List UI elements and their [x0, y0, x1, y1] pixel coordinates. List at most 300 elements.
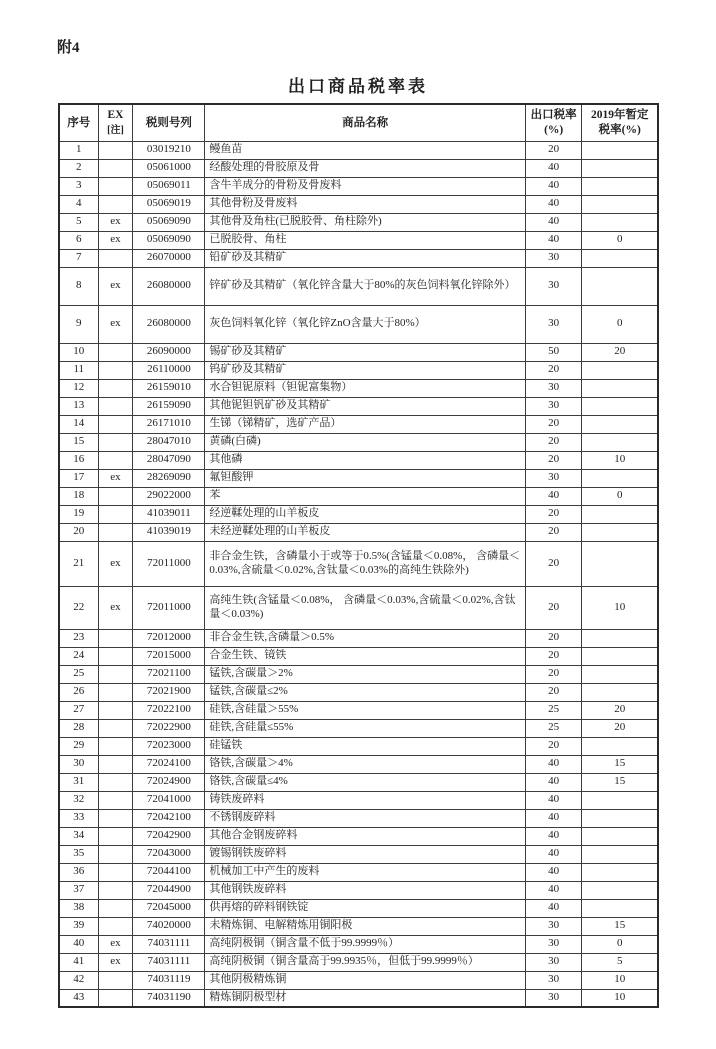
cell-prov: 10 — [582, 586, 658, 629]
export-tax-rate-table — [58, 103, 659, 1008]
cell-code: 28047010 — [133, 433, 205, 451]
cell-code: 05069090 — [133, 231, 205, 249]
cell-name: 经逆鞣处理的山羊板皮 — [205, 505, 526, 523]
cell-ex — [98, 195, 133, 213]
cell-ex — [98, 665, 133, 683]
cell-ex — [98, 433, 133, 451]
table-row — [59, 586, 658, 629]
cell-prov — [582, 523, 658, 541]
cell-index: 26 — [59, 683, 98, 701]
cell-code: 72022900 — [133, 719, 205, 737]
cell-rate: 20 — [525, 433, 582, 451]
cell-rate: 20 — [525, 415, 582, 433]
cell-code: 72042900 — [133, 827, 205, 845]
cell-code: 72044100 — [133, 863, 205, 881]
cell-rate: 30 — [525, 935, 582, 953]
cell-name: 其他骨粉及骨废料 — [205, 195, 526, 213]
cell-code: 03019210 — [133, 141, 205, 159]
cell-code: 05069011 — [133, 177, 205, 195]
cell-rate: 30 — [525, 249, 582, 267]
cell-ex: ex — [98, 935, 133, 953]
cell-rate: 40 — [525, 159, 582, 177]
cell-rate: 30 — [525, 953, 582, 971]
cell-ex — [98, 397, 133, 415]
cell-name: 锌矿砂及其精矿（氧化锌含量大于80%的灰色饲料氧化锌除外） — [205, 267, 526, 305]
cell-rate: 40 — [525, 899, 582, 917]
cell-index: 41 — [59, 953, 98, 971]
cell-rate: 30 — [525, 989, 582, 1007]
cell-index: 9 — [59, 305, 98, 343]
cell-index: 21 — [59, 541, 98, 586]
cell-code: 72012000 — [133, 629, 205, 647]
cell-rate: 20 — [525, 541, 582, 586]
cell-rate: 40 — [525, 487, 582, 505]
cell-ex: ex — [98, 541, 133, 586]
cell-ex — [98, 379, 133, 397]
cell-prov — [582, 899, 658, 917]
column-header-ex-line2: [注] — [107, 124, 124, 136]
cell-prov: 0 — [582, 487, 658, 505]
cell-code: 72022100 — [133, 701, 205, 719]
cell-rate: 30 — [525, 469, 582, 487]
table-row — [59, 361, 658, 379]
cell-index: 24 — [59, 647, 98, 665]
column-header-provisional — [582, 104, 658, 141]
cell-name: 高纯阴极铜（铜含量高于99.9935％，但低于99.9999％） — [205, 953, 526, 971]
cell-code: 74031119 — [133, 971, 205, 989]
cell-code: 05069090 — [133, 213, 205, 231]
cell-index: 18 — [59, 487, 98, 505]
cell-prov — [582, 737, 658, 755]
cell-rate: 40 — [525, 791, 582, 809]
cell-index: 8 — [59, 267, 98, 305]
cell-code: 72042100 — [133, 809, 205, 827]
cell-prov — [582, 267, 658, 305]
cell-rate: 40 — [525, 881, 582, 899]
table-row — [59, 665, 658, 683]
cell-code: 72041000 — [133, 791, 205, 809]
table-row — [59, 647, 658, 665]
cell-ex — [98, 701, 133, 719]
cell-prov — [582, 177, 658, 195]
table-row — [59, 231, 658, 249]
cell-prov — [582, 541, 658, 586]
table-row — [59, 701, 658, 719]
cell-index: 15 — [59, 433, 98, 451]
cell-prov: 20 — [582, 701, 658, 719]
cell-name: 未精炼铜、电解精炼用铜阳极 — [205, 917, 526, 935]
cell-rate: 40 — [525, 213, 582, 231]
table-row — [59, 249, 658, 267]
cell-name: 供再熔的碎料钢铁锭 — [205, 899, 526, 917]
table-row — [59, 935, 658, 953]
column-header-provisional-line1: 2019年暂定 — [590, 109, 649, 122]
cell-prov — [582, 195, 658, 213]
cell-ex — [98, 343, 133, 361]
cell-index: 6 — [59, 231, 98, 249]
cell-ex — [98, 249, 133, 267]
cell-index: 39 — [59, 917, 98, 935]
cell-code: 41039011 — [133, 505, 205, 523]
cell-rate: 40 — [525, 827, 582, 845]
cell-prov — [582, 141, 658, 159]
cell-index: 17 — [59, 469, 98, 487]
cell-rate: 20 — [525, 737, 582, 755]
cell-ex — [98, 177, 133, 195]
cell-name: 机械加工中产生的废料 — [205, 863, 526, 881]
cell-ex — [98, 917, 133, 935]
cell-ex: ex — [98, 231, 133, 249]
cell-ex — [98, 881, 133, 899]
cell-index: 2 — [59, 159, 98, 177]
table-row — [59, 397, 658, 415]
table-row — [59, 195, 658, 213]
table-row — [59, 487, 658, 505]
cell-prov — [582, 213, 658, 231]
cell-code: 74031111 — [133, 953, 205, 971]
cell-rate: 25 — [525, 719, 582, 737]
cell-code: 26110000 — [133, 361, 205, 379]
cell-code: 74020000 — [133, 917, 205, 935]
cell-rate: 20 — [525, 361, 582, 379]
cell-prov — [582, 665, 658, 683]
cell-ex — [98, 487, 133, 505]
cell-name: 铬铁,含碳量＞4% — [205, 755, 526, 773]
cell-name: 其他阴极精炼铜 — [205, 971, 526, 989]
table-row — [59, 213, 658, 231]
cell-code: 26159010 — [133, 379, 205, 397]
table-row — [59, 451, 658, 469]
table-row — [59, 433, 658, 451]
cell-ex — [98, 899, 133, 917]
cell-name: 锡矿砂及其精矿 — [205, 343, 526, 361]
cell-prov — [582, 433, 658, 451]
cell-name: 已脱胶骨、角柱 — [205, 231, 526, 249]
cell-index: 36 — [59, 863, 98, 881]
cell-name: 硅铁,含硅量＞55% — [205, 701, 526, 719]
cell-name: 苯 — [205, 487, 526, 505]
column-header-index — [59, 104, 98, 141]
table-row — [59, 809, 658, 827]
cell-name: 高纯生铁(含锰量＜0.08%， 含磷量＜0.03%,含硫量＜0.02%,含钛量＜0.03%) — [205, 586, 526, 629]
cell-code: 72015000 — [133, 647, 205, 665]
cell-code: 72023000 — [133, 737, 205, 755]
cell-prov: 15 — [582, 773, 658, 791]
cell-prov — [582, 881, 658, 899]
cell-prov — [582, 683, 658, 701]
cell-prov: 5 — [582, 953, 658, 971]
cell-rate: 20 — [525, 629, 582, 647]
cell-rate: 30 — [525, 397, 582, 415]
cell-rate: 20 — [525, 665, 582, 683]
cell-name: 鳗鱼苗 — [205, 141, 526, 159]
table-row — [59, 971, 658, 989]
attachment-label: 附4 — [57, 40, 80, 56]
cell-prov — [582, 397, 658, 415]
cell-code: 74031111 — [133, 935, 205, 953]
cell-rate: 20 — [525, 451, 582, 469]
cell-prov — [582, 505, 658, 523]
cell-index: 38 — [59, 899, 98, 917]
cell-ex — [98, 683, 133, 701]
cell-code: 72044900 — [133, 881, 205, 899]
table-row — [59, 629, 658, 647]
cell-prov — [582, 159, 658, 177]
table-row — [59, 177, 658, 195]
cell-rate: 30 — [525, 917, 582, 935]
cell-index: 3 — [59, 177, 98, 195]
table-row — [59, 505, 658, 523]
cell-index: 11 — [59, 361, 98, 379]
cell-prov — [582, 827, 658, 845]
table-row — [59, 379, 658, 397]
column-header-ex-line1: EX — [107, 109, 124, 122]
cell-index: 34 — [59, 827, 98, 845]
cell-code: 28269090 — [133, 469, 205, 487]
cell-code: 41039019 — [133, 523, 205, 541]
table-row — [59, 899, 658, 917]
cell-name: 硅铁,含硅量≤55% — [205, 719, 526, 737]
cell-code: 26171010 — [133, 415, 205, 433]
cell-index: 1 — [59, 141, 98, 159]
table-row — [59, 719, 658, 737]
cell-rate: 40 — [525, 845, 582, 863]
cell-rate: 40 — [525, 231, 582, 249]
cell-index: 13 — [59, 397, 98, 415]
cell-name: 黄磷(白磷) — [205, 433, 526, 451]
table-row — [59, 541, 658, 586]
cell-index: 31 — [59, 773, 98, 791]
cell-prov: 15 — [582, 755, 658, 773]
cell-index: 16 — [59, 451, 98, 469]
cell-name: 经酸处理的骨胶原及骨 — [205, 159, 526, 177]
cell-prov: 10 — [582, 971, 658, 989]
cell-name: 硅锰铁 — [205, 737, 526, 755]
cell-index: 43 — [59, 989, 98, 1007]
cell-rate: 40 — [525, 863, 582, 881]
table-row — [59, 267, 658, 305]
table-row — [59, 305, 658, 343]
column-header-rate-line1: 出口税率 — [530, 109, 577, 122]
cell-index: 25 — [59, 665, 98, 683]
cell-code: 72024100 — [133, 755, 205, 773]
cell-name: 含牛羊成分的骨粉及骨废料 — [205, 177, 526, 195]
cell-ex — [98, 361, 133, 379]
cell-ex — [98, 505, 133, 523]
cell-rate: 30 — [525, 267, 582, 305]
table-row — [59, 773, 658, 791]
cell-prov: 15 — [582, 917, 658, 935]
table-row — [59, 415, 658, 433]
cell-name: 水合钽铌原料（钽铌富集物） — [205, 379, 526, 397]
cell-ex: ex — [98, 469, 133, 487]
cell-rate: 40 — [525, 177, 582, 195]
cell-name: 未经逆鞣处理的山羊板皮 — [205, 523, 526, 541]
cell-index: 20 — [59, 523, 98, 541]
cell-ex — [98, 159, 133, 177]
cell-index: 42 — [59, 971, 98, 989]
table-row — [59, 469, 658, 487]
table-row — [59, 343, 658, 361]
cell-ex — [98, 827, 133, 845]
cell-ex — [98, 629, 133, 647]
cell-ex — [98, 863, 133, 881]
cell-index: 29 — [59, 737, 98, 755]
cell-ex: ex — [98, 213, 133, 231]
cell-name: 其他铌钽钒矿砂及其精矿 — [205, 397, 526, 415]
cell-name: 锰铁,含碳量≤2% — [205, 683, 526, 701]
table-header — [59, 104, 658, 141]
table-row — [59, 827, 658, 845]
cell-name: 其他磷 — [205, 451, 526, 469]
cell-prov: 10 — [582, 989, 658, 1007]
table-row — [59, 159, 658, 177]
cell-rate: 20 — [525, 647, 582, 665]
cell-ex — [98, 415, 133, 433]
cell-ex — [98, 719, 133, 737]
cell-name: 铅矿砂及其精矿 — [205, 249, 526, 267]
cell-prov: 0 — [582, 231, 658, 249]
cell-index: 14 — [59, 415, 98, 433]
table-row — [59, 881, 658, 899]
cell-name: 生锑（锑精矿，选矿产品） — [205, 415, 526, 433]
cell-index: 5 — [59, 213, 98, 231]
column-header-ex — [98, 104, 133, 141]
cell-index: 27 — [59, 701, 98, 719]
cell-name: 其他骨及角柱(已脱胶骨、角柱除外) — [205, 213, 526, 231]
cell-rate: 20 — [525, 586, 582, 629]
cell-rate: 30 — [525, 971, 582, 989]
table-row — [59, 989, 658, 1007]
cell-prov — [582, 629, 658, 647]
column-header-rate — [525, 104, 582, 141]
cell-code: 72011000 — [133, 586, 205, 629]
cell-ex — [98, 737, 133, 755]
cell-ex — [98, 141, 133, 159]
table-row — [59, 953, 658, 971]
table-row — [59, 755, 658, 773]
cell-prov: 20 — [582, 343, 658, 361]
table-row — [59, 737, 658, 755]
cell-name: 其他合金钢废碎料 — [205, 827, 526, 845]
table-row — [59, 523, 658, 541]
cell-code: 72021900 — [133, 683, 205, 701]
cell-rate: 40 — [525, 195, 582, 213]
header-row — [59, 104, 658, 141]
table-row — [59, 141, 658, 159]
cell-code: 26090000 — [133, 343, 205, 361]
cell-code: 72024900 — [133, 773, 205, 791]
cell-rate: 40 — [525, 773, 582, 791]
cell-name: 钨矿砂及其精矿 — [205, 361, 526, 379]
cell-name: 非合金生铁,含磷量＞0.5% — [205, 629, 526, 647]
cell-ex — [98, 773, 133, 791]
cell-prov — [582, 379, 658, 397]
cell-name: 铬铁,含碳量≤4% — [205, 773, 526, 791]
cell-ex — [98, 989, 133, 1007]
cell-name: 灰色饲料氧化锌（氧化锌ZnO含量大于80%） — [205, 305, 526, 343]
cell-prov: 20 — [582, 719, 658, 737]
cell-name: 合金生铁、镜铁 — [205, 647, 526, 665]
cell-index: 10 — [59, 343, 98, 361]
cell-name: 镀锡钢铁废碎料 — [205, 845, 526, 863]
cell-prov: 0 — [582, 935, 658, 953]
cell-ex — [98, 809, 133, 827]
cell-prov: 0 — [582, 305, 658, 343]
cell-rate: 40 — [525, 809, 582, 827]
column-header-provisional-line2: 税率(%) — [598, 123, 641, 136]
cell-index: 40 — [59, 935, 98, 953]
cell-index: 32 — [59, 791, 98, 809]
cell-prov: 10 — [582, 451, 658, 469]
cell-rate: 20 — [525, 505, 582, 523]
table-row — [59, 791, 658, 809]
cell-index: 22 — [59, 586, 98, 629]
cell-code: 72021100 — [133, 665, 205, 683]
cell-name: 氟钽酸钾 — [205, 469, 526, 487]
cell-prov — [582, 415, 658, 433]
cell-index: 35 — [59, 845, 98, 863]
cell-code: 26080000 — [133, 305, 205, 343]
cell-prov — [582, 469, 658, 487]
cell-prov — [582, 845, 658, 863]
cell-code: 05069019 — [133, 195, 205, 213]
cell-ex — [98, 791, 133, 809]
cell-name: 不锈钢废碎料 — [205, 809, 526, 827]
cell-index: 19 — [59, 505, 98, 523]
cell-code: 26080000 — [133, 267, 205, 305]
cell-name: 锰铁,含碳量＞2% — [205, 665, 526, 683]
cell-rate: 20 — [525, 683, 582, 701]
cell-index: 23 — [59, 629, 98, 647]
cell-code: 26159090 — [133, 397, 205, 415]
column-header-code — [133, 104, 205, 141]
cell-ex: ex — [98, 267, 133, 305]
cell-rate: 30 — [525, 305, 582, 343]
cell-prov — [582, 809, 658, 827]
cell-index: 7 — [59, 249, 98, 267]
column-header-index-label: 序号 — [67, 116, 91, 129]
cell-rate: 50 — [525, 343, 582, 361]
column-header-name — [205, 104, 526, 141]
cell-index: 33 — [59, 809, 98, 827]
column-header-code-label: 税则号列 — [145, 116, 192, 129]
cell-code: 05061000 — [133, 159, 205, 177]
cell-prov — [582, 647, 658, 665]
cell-ex — [98, 971, 133, 989]
cell-code: 26070000 — [133, 249, 205, 267]
cell-rate: 25 — [525, 701, 582, 719]
cell-code: 72043000 — [133, 845, 205, 863]
cell-rate: 20 — [525, 523, 582, 541]
cell-ex — [98, 755, 133, 773]
cell-name: 高纯阴极铜（铜含量不低于99.9999％） — [205, 935, 526, 953]
cell-name: 精炼铜阴极型材 — [205, 989, 526, 1007]
cell-rate: 40 — [525, 755, 582, 773]
cell-ex — [98, 523, 133, 541]
cell-index: 4 — [59, 195, 98, 213]
cell-ex: ex — [98, 953, 133, 971]
cell-ex — [98, 647, 133, 665]
cell-prov — [582, 249, 658, 267]
cell-code: 29022000 — [133, 487, 205, 505]
column-header-name-label: 商品名称 — [342, 116, 389, 129]
cell-name: 其他钢铁废碎料 — [205, 881, 526, 899]
cell-rate: 30 — [525, 379, 582, 397]
table-row — [59, 917, 658, 935]
cell-code: 74031190 — [133, 989, 205, 1007]
cell-code: 72011000 — [133, 541, 205, 586]
